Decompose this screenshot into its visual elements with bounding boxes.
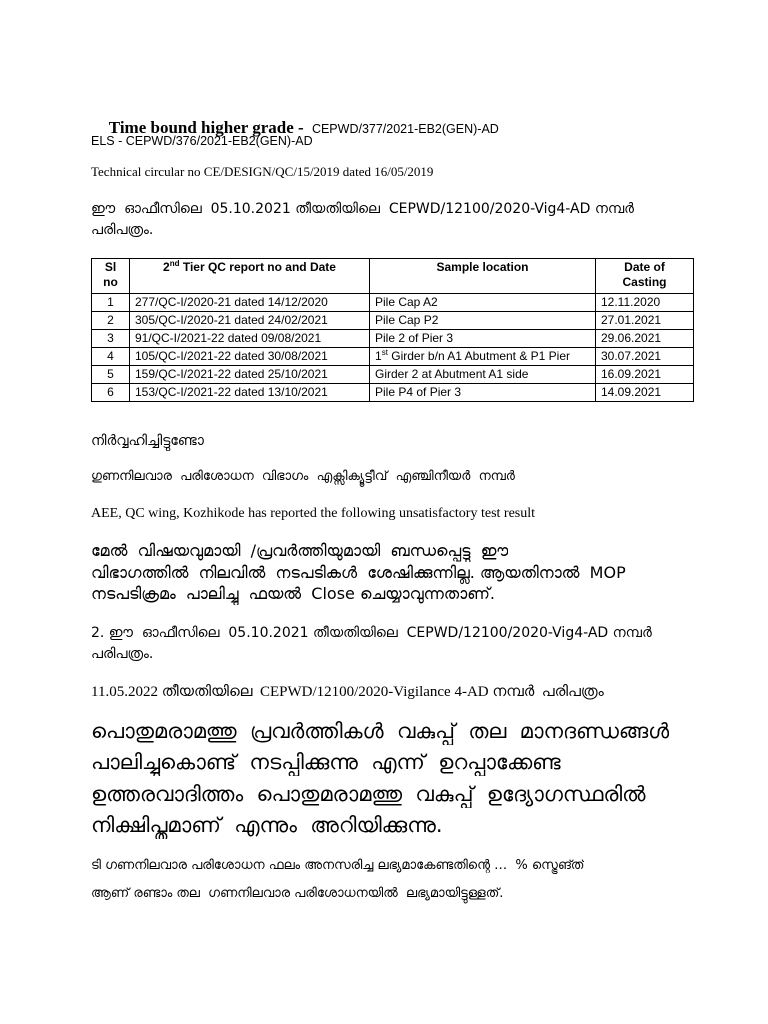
cell-sl: 5 — [92, 366, 130, 384]
qc-report-table — [91, 258, 694, 402]
closure-line-3: നടപടിക്രമം പാലിച്ചു ഫയൽ Close ചെയ്യാവുന്നതാണ്. — [91, 584, 495, 603]
cell-report: 305/QC-I/2020-21 dated 24/02/2021 — [130, 312, 370, 330]
cell-report: 105/QC-I/2021-22 dated 30/08/2021 — [130, 348, 370, 366]
table-row — [92, 330, 694, 348]
header-casting-date: Date of Casting — [596, 259, 694, 294]
cell-report: 91/QC-I/2021-22 dated 09/08/2021 — [130, 330, 370, 348]
cell-location: Pile 2 of Pier 3 — [370, 330, 596, 348]
cell-date: 27.01.2021 — [596, 312, 694, 330]
cell-location: Girder 2 at Abutment A1 side — [370, 366, 596, 384]
header-report: 2nd Tier QC report no and Date — [130, 259, 370, 294]
cell-sl: 2 — [92, 312, 130, 330]
responsibility-line-3: ഉത്തരവാദിത്തം പൊതുമരാമത്തു വകുപ്പ് ഉദ്യോഗസ്ഥരിൽ — [91, 782, 646, 806]
table-header-row — [92, 259, 694, 294]
table-row — [92, 312, 694, 330]
header-sl-no: Sl no — [92, 259, 130, 294]
cell-date: 12.11.2020 — [596, 294, 694, 312]
cell-location: Pile P4 of Pier 3 — [370, 384, 596, 402]
table-row — [92, 366, 694, 384]
title-line — [91, 92, 499, 165]
table-row — [92, 384, 694, 402]
technical-circular: Technical circular no CE/DESIGN/QC/15/2019 dated 16/05/2019 — [91, 164, 434, 179]
cell-date: 29.06.2021 — [596, 330, 694, 348]
table-row — [92, 348, 694, 366]
cell-sl: 1 — [92, 294, 130, 312]
cell-sl: 6 — [92, 384, 130, 402]
cell-location: 1st Girder b/n A1 Abutment & P1 Pier — [370, 348, 596, 366]
cell-report: 277/QC-I/2020-21 dated 14/12/2020 — [130, 294, 370, 312]
cell-sl: 3 — [92, 330, 130, 348]
vigilance-circular-line: 11.05.2022 തീയതിയിലെ CEPWD/12100/2020-Vigilance 4-AD നമ്പർ പരിപത്രം — [91, 684, 604, 700]
cell-date: 30.07.2021 — [596, 348, 694, 366]
responsibility-line-4: നിക്ഷിപ്തമാണ് എന്നും അറിയിക്കുന്നു. — [91, 813, 443, 837]
title-label: Time bound higher grade - — [108, 118, 308, 137]
cell-sl: 4 — [92, 348, 130, 366]
second-circular-line-1: 2. ഈ ഓഫീസിലെ 05.10.2021 തീയതിയിലെ CEPWD/12100/2020-Vig4-AD നമ്പർ — [91, 625, 652, 641]
strength-line-2: ആണ് രണ്ടാം തല ഗണനിലവാര പരിശോധനയിൽ ലഭ്യമായിട്ടുള്ളത്. — [91, 886, 504, 901]
office-circular-line-1: ഈ ഓഫീസിലെ 05.10.2021 തീയതിയിലെ CEPWD/12100/2020-Vig4-AD നമ്പർ — [91, 201, 634, 217]
header-location: Sample location — [370, 259, 596, 294]
cell-report: 159/QC-I/2021-22 dated 25/10/2021 — [130, 366, 370, 384]
table-row — [92, 294, 694, 312]
qc-engineer-line: ഗുണനിലവാര പരിശോധന വിഭാഗം എക്സിക്യൂട്ടീവ് എഞ്ചിനീയർ നമ്പർ — [91, 469, 515, 484]
strength-line-1: ടി ഗണനിലവാര പരിശോധന ഫലം അനസരിച്ച ലഭ്യമാകേണ്ടതിന്റെ … % സ്ട്രെങ്ത് — [91, 858, 585, 873]
second-circular-line-2: പരിപത്രം. — [91, 646, 154, 662]
responsibility-line-2: പാലിച്ചുകൊണ്ട് നടപ്പിക്കുന്നു എന്ന് ഉറപ്പാക്കേണ്ട — [91, 750, 561, 774]
office-circular-line-2: പരിപത്രം. — [91, 222, 154, 238]
completed-question: നിർവ്വഹിച്ചിട്ടുണ്ടോ — [91, 433, 204, 449]
closure-line-1: മേൽ വിഷയവുമായി /പ്രവർത്തിയുമായി ബന്ധപ്പെട്ടു ഈ — [91, 541, 509, 560]
title-reference: CEPWD/377/2021-EB2(GEN)-AD — [311, 122, 499, 136]
cell-date: 16.09.2021 — [596, 366, 694, 384]
cell-report: 153/QC-I/2021-22 dated 13/10/2021 — [130, 384, 370, 402]
cell-date: 14.09.2021 — [596, 384, 694, 402]
closure-line-2: വിഭാഗത്തിൽ നിലവിൽ നടപടികൾ ശേഷിക്കുന്നില്ല. ആയതിനാൽ MOP — [91, 563, 626, 582]
els-reference: ELS - CEPWD/376/2021-EB2(GEN)-AD — [91, 134, 313, 148]
responsibility-line-1: പൊതുമരാമത്തു പ്രവർത്തികൾ വകുപ്പ് തല മാനദണ്ഡങ്ങൾ — [91, 719, 670, 743]
cell-location: Pile Cap P2 — [370, 312, 596, 330]
cell-location: Pile Cap A2 — [370, 294, 596, 312]
aee-report-line: AEE, QC wing, Kozhikode has reported the following unsatisfactory test result — [91, 506, 536, 521]
